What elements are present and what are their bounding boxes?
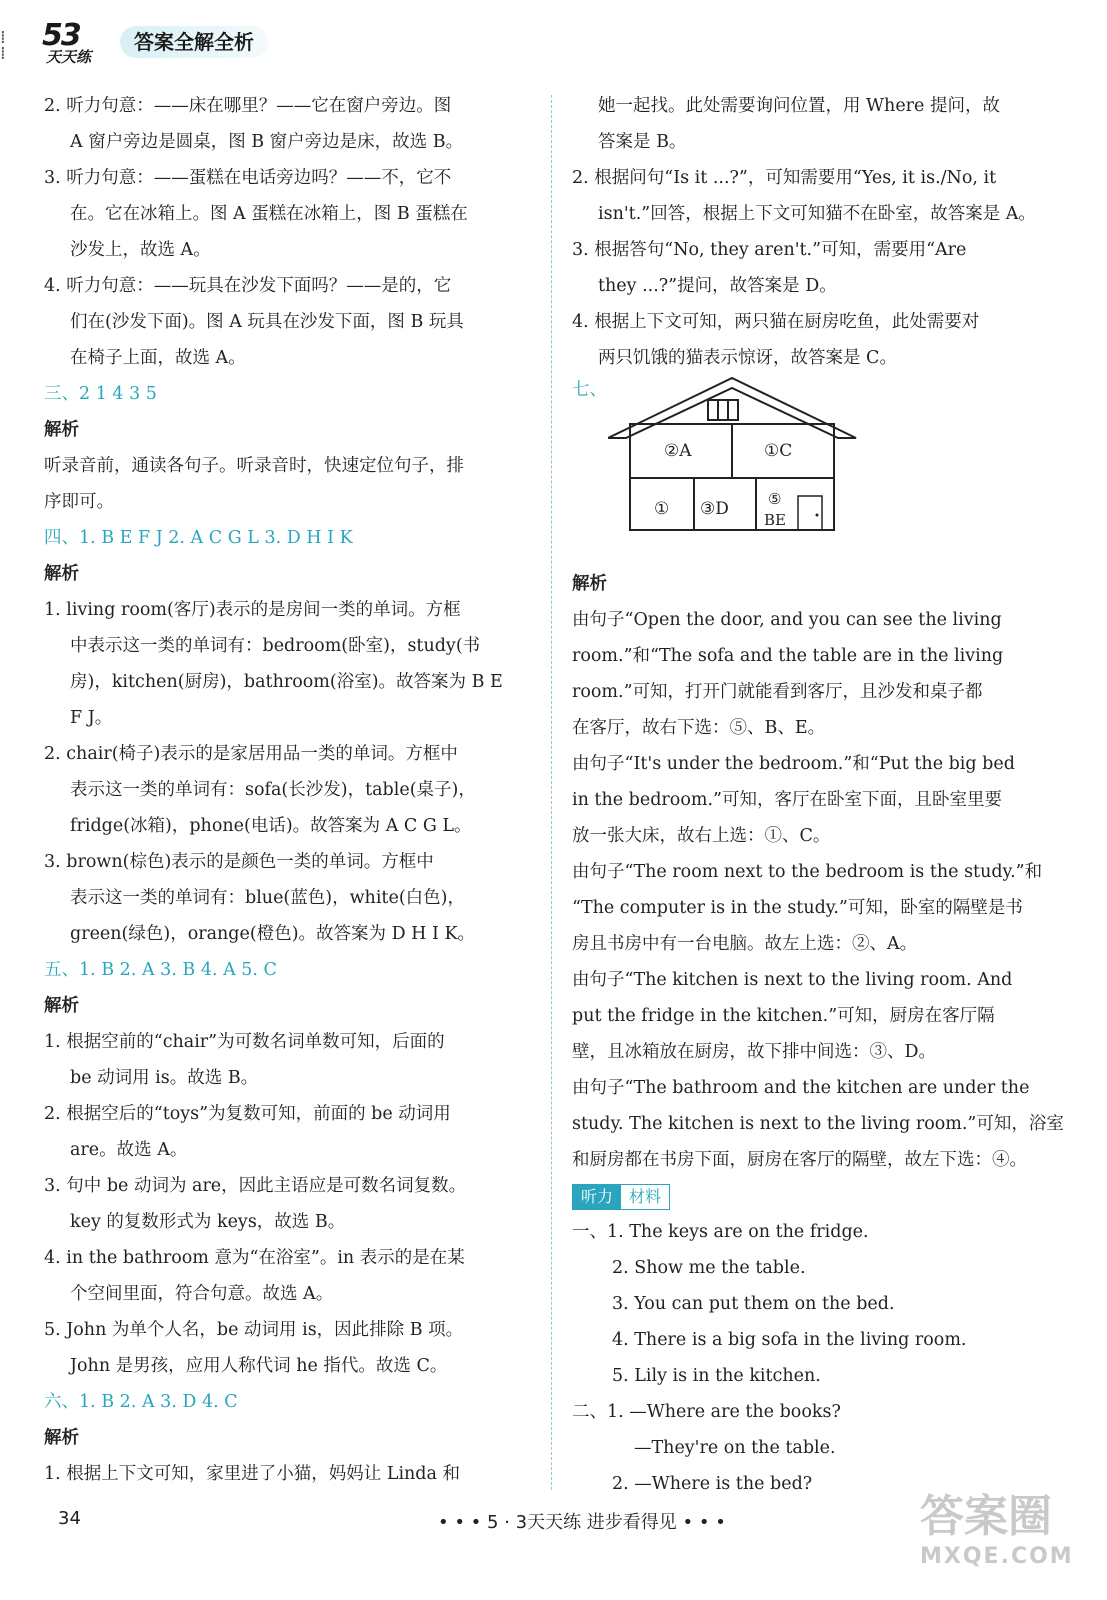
text-line: 由句子“Open the door, and you can see the living	[572, 610, 1002, 630]
text-line: 沙发上，故选 A。	[70, 240, 211, 260]
text-line: 1. 根据上下文可知，家里进了小猫，妈妈让 Linda 和	[44, 1464, 461, 1484]
text-line: John 是男孩，应用人称代词 he 指代。故选 C。	[70, 1356, 448, 1376]
question-number: 七、	[572, 380, 607, 400]
text-line: 2. chair(椅子)表示的是家居用品一类的单词。方框中	[44, 744, 458, 764]
text-line: 3. brown(棕色)表示的是颜色一类的单词。方框中	[44, 852, 434, 872]
text-line: are。故选 A。	[70, 1140, 188, 1160]
footer-slogan: • • • 5 · 3天天练 进步看得见 • • •	[438, 1512, 726, 1533]
text-line: —They're on the table.	[634, 1438, 836, 1458]
answer-line: 六、1. B 2. A 3. D 4. C	[44, 1392, 238, 1412]
right-column	[572, 88, 1072, 1502]
text-line: 放一张大床，故右上选：①、C。	[572, 826, 831, 846]
text-line: they ...?”提问，故答案是 D。	[598, 276, 837, 296]
text-line: 表示这一类的单词有：sofa(长沙发)，table(桌子)，	[70, 780, 476, 800]
text-line: 壁，且冰箱放在厨房，故下排中间选：③、D。	[572, 1042, 937, 1062]
room-bottom-left: ①	[654, 499, 670, 519]
right-analysis-text	[572, 566, 1072, 1178]
text-line: 在客厅，故右下选：⑤、B、E。	[572, 718, 826, 738]
answer-line: 四、1. B E F J 2. A C G L 3. D H I K	[44, 528, 353, 548]
text-line: 4. 根据上下文可知，两只猫在厨房吃鱼，此处需要对	[572, 312, 980, 332]
text-line: 2. —Where is the bed?	[612, 1474, 813, 1494]
text-line: 在椅子上面，故选 A。	[70, 348, 246, 368]
text-line: 4. 听力句意：——玩具在沙发下面吗？——是的，它	[44, 276, 452, 296]
text-line: in the bedroom.”可知，客厅在卧室下面，且卧室里要	[572, 790, 1002, 810]
text-line: 由句子“The kitchen is next to the living room. And	[572, 970, 1013, 990]
text-line: 在。它在冰箱上。图 A 蛋糕在冰箱上，图 B 蛋糕在	[70, 204, 468, 224]
text-line: 答案是 B。	[598, 132, 687, 152]
text-line: 二、1. —Where are the books?	[572, 1402, 841, 1422]
text-line: 2. 根据问句“Is it ...?”，可知需要用“Yes, it is./No, it	[572, 168, 997, 188]
text-line: isn't.”回答，根据上下文可知猫不在卧室，故答案是 A。	[598, 204, 1036, 224]
logo-text: 天天练	[46, 48, 92, 66]
text-line: 3. 根据答句“No, they aren't.”可知，需要用“Are	[572, 240, 967, 260]
text-line: 表示这一类的单词有：blue(蓝色)，white(白色)，	[70, 888, 465, 908]
text-line: 4. in the bathroom 意为“在浴室”。in 表示的是在某	[44, 1248, 465, 1268]
text-line: be 动词用 is。故选 B。	[70, 1068, 259, 1088]
text-line: 3. 句中 be 动词为 are，因此主语应是可数名词复数。	[44, 1176, 467, 1196]
text-line: 1. 根据空前的“chair”为可数名词单数可知，后面的	[44, 1032, 445, 1052]
listening-tag-row	[572, 1178, 1072, 1214]
right-top-text	[572, 88, 1072, 376]
answer-line: 五、1. B 2. A 3. B 4. A 5. C	[44, 960, 277, 980]
listening-material	[572, 1214, 1072, 1502]
text-line: 4. There is a big sofa in the living room.	[612, 1330, 967, 1350]
room-top-left: ②A	[664, 441, 692, 461]
section-heading: 解析	[44, 564, 79, 584]
text-line: 一、1. The keys are on the fridge.	[572, 1222, 869, 1242]
text-line: 序即可。	[44, 492, 114, 512]
page-number: 34	[58, 1508, 81, 1529]
room-bottom-mid: ③D	[700, 499, 729, 519]
text-line: 个空间里面，符合句意。故选 A。	[70, 1284, 334, 1304]
listening-material-tag: 听力 材料	[572, 1184, 670, 1210]
text-line: room.”可知，打开门就能看到客厅，且沙发和桌子都	[572, 682, 983, 702]
text-line: 3. 听力句意：——蛋糕在电话旁边吗？——不，它不	[44, 168, 452, 188]
page-header	[38, 18, 338, 68]
text-line: 房且书房中有一台电脑。故左上选：②、A。	[572, 934, 918, 954]
text-line: 5. John 为单个人名，be 动词用 is，因此排除 B 项。	[44, 1320, 464, 1340]
text-line: F J。	[70, 708, 113, 728]
column-divider	[551, 95, 552, 1490]
door	[798, 496, 822, 530]
text-line: A 窗户旁边是圆桌，图 B 窗户旁边是床，故选 B。	[70, 132, 464, 152]
section-heading: 解析	[44, 996, 79, 1016]
text-line: 和厨房都在书房下面，厨房在客厅的隔壁，故左下选：④。	[572, 1150, 1027, 1170]
text-line: green(绿色)，orange(橙色)。故答案为 D H I K。	[70, 924, 476, 944]
text-line: fridge(冰箱)，phone(电话)。故答案为 A C G L。	[70, 816, 472, 836]
text-line: key 的复数形式为 keys，故选 B。	[70, 1212, 346, 1232]
text-line: 们在(沙发下面)。图 A 玩具在沙发下面，图 B 玩具	[70, 312, 464, 332]
left-column	[44, 88, 532, 1492]
text-line: study. The kitchen is next to the living room.”可知，浴室	[572, 1114, 1064, 1134]
text-line: 2. 根据空后的“toys”为复数可知，前面的 be 动词用	[44, 1104, 451, 1124]
text-line: 2. 听力句意：——床在哪里？——它在窗户旁边。图	[44, 96, 452, 116]
page-title: 答案全解全析	[120, 26, 268, 58]
text-line: 2. Show me the table.	[612, 1258, 806, 1278]
text-line: 她一起找。此处需要询问位置，用 Where 提问，故	[598, 96, 1000, 116]
text-line: room.”和“The sofa and the table are in the living	[572, 646, 1004, 666]
room-bottom-right-num: ⑤	[768, 490, 782, 508]
text-line: 5. Lily is in the kitchen.	[612, 1366, 821, 1386]
room-top-right: ①C	[764, 441, 793, 461]
text-line: 两只饥饿的猫表示惊讶，故答案是 C。	[598, 348, 897, 368]
answer-line: 三、2 1 4 3 5	[44, 384, 157, 404]
section-heading: 解析	[44, 1428, 79, 1448]
watermark: 答案圈 MXQE.COM	[920, 1491, 1074, 1569]
text-line: 3. You can put them on the bed.	[612, 1294, 895, 1314]
logo-number: 53	[42, 18, 80, 53]
text-line: 房)，kitchen(厨房)，bathroom(浴室)。故答案为 B E	[70, 672, 503, 692]
text-line: 由句子“It's under the bedroom.”和“Put the big bed	[572, 754, 1015, 774]
text-line: “The computer is in the study.”可知，卧室的隔壁是书	[572, 898, 1023, 918]
text-line: 由句子“The bathroom and the kitchen are under the	[572, 1078, 1030, 1098]
text-line: 听录音前，通读各句子。听录音时，快速定位句子，排	[44, 456, 464, 476]
text-line: 中表示这一类的单词有：bedroom(卧室)，study(书	[70, 636, 481, 656]
text-line: 1. living room(客厅)表示的是房间一类的单词。方框	[44, 600, 461, 620]
section-heading: 解析	[44, 420, 79, 440]
section-heading: 解析	[572, 574, 607, 594]
attic-window	[708, 400, 738, 420]
text-line: 由句子“The room next to the bedroom is the study.”和	[572, 862, 1043, 882]
binding-marks: ⁞ ⁞	[0, 27, 6, 64]
room-bottom-right-letters: BE	[764, 511, 786, 529]
brand-logo	[38, 18, 110, 66]
house-diagram	[608, 374, 858, 534]
house-question	[572, 376, 1072, 566]
text-line: put the fridge in the kitchen.”可知，厨房在客厅隔	[572, 1006, 995, 1026]
